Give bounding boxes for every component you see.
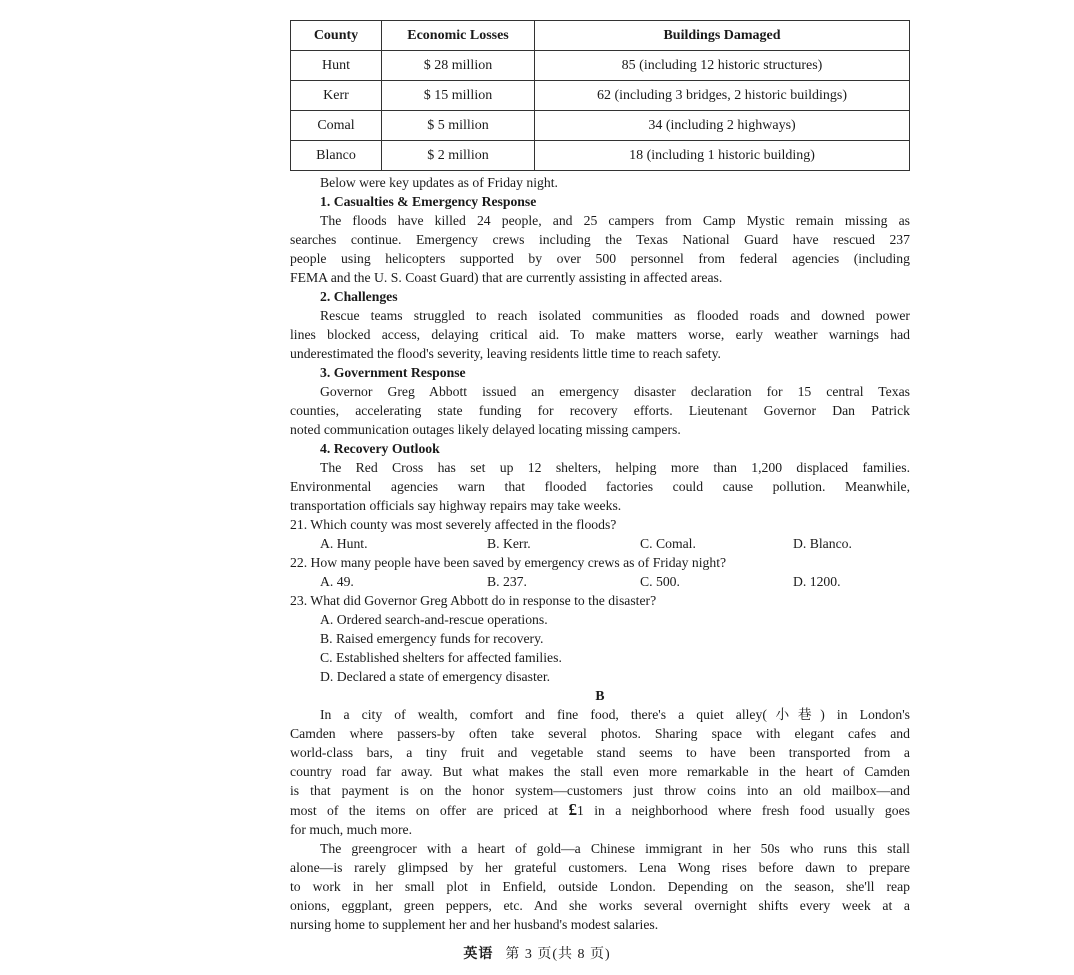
question-22: 22. How many people have been saved by emergency crews as of Friday night?: [290, 555, 727, 570]
question-22-options: [290, 572, 910, 591]
paragraph-line: for much, much more.: [290, 822, 413, 837]
paragraph-line: FEMA and the U. S. Coast Guard) that are currently assisting in affected areas.: [290, 270, 723, 285]
cell-losses: $ 5 million: [382, 111, 535, 141]
section-heading: 2. Challenges: [320, 289, 398, 304]
option-d: D. Blanco.: [793, 536, 852, 551]
paragraph-line: to work in her small plot in Enfield, outside London. Depending on the season, she'll reap: [290, 879, 910, 894]
paragraph-line: The greengrocer with a heart of gold—a Chinese immigrant in her 50s who runs this stall: [320, 841, 910, 856]
section-b-label: B: [595, 688, 605, 703]
option-a: A. Ordered search-and-rescue operations.: [320, 612, 548, 627]
question-21-options: [290, 534, 910, 553]
option-d: D. Declared a state of emergency disaster.: [320, 669, 551, 684]
cell-county: Hunt: [291, 51, 382, 81]
section-heading: 1. Casualties & Emergency Response: [320, 194, 537, 209]
paragraph-line: In a city of wealth, comfort and fine food, there's a quiet alley(小巷) in London's: [320, 707, 910, 722]
paragraph-line: noted communication outages likely delayed locating missing campers.: [290, 422, 681, 437]
cell-losses: $ 2 million: [382, 141, 535, 171]
paragraph-line: [290, 800, 910, 820]
question-21: 21. Which county was most severely affected in the floods?: [290, 517, 617, 532]
cell-buildings: 62 (including 3 bridges, 2 historic buildings): [535, 81, 910, 111]
header-economic-losses: Economic Losses: [382, 21, 535, 51]
text-run: most of the items on offer are priced at: [290, 803, 569, 818]
option-c: C. Established shelters for affected families.: [320, 650, 562, 665]
paragraph-line: Rescue teams struggled to reach isolated communities as flooded roads and downed power: [320, 308, 910, 323]
option-b: B. Raised emergency funds for recovery.: [320, 631, 544, 646]
paragraph-line: country road far away. But what makes the stall even more remarkable in the heart of Camden: [290, 764, 910, 779]
header-county: County: [291, 21, 382, 51]
table-row: [291, 111, 910, 141]
pound-sign: £: [568, 800, 577, 819]
option-a: A. 49.: [320, 574, 354, 589]
option-d: D. 1200.: [793, 574, 841, 589]
table-row: [291, 141, 910, 171]
paragraph-line: searches continue. Emergency crews including the Texas National Guard have rescued 237: [290, 232, 910, 247]
paragraph-line: people using helicopters supported by over 500 personnel from federal agencies (including: [290, 251, 910, 266]
intro-text: Below were key updates as of Friday night.: [320, 175, 558, 190]
paragraph-line: Camden where passers-by often take several photos. Sharing space with elegant cafes and: [290, 726, 910, 741]
cell-county: Kerr: [291, 81, 382, 111]
option-b: B. 237.: [487, 574, 527, 589]
footer-page-number: 第 3 页(共 8 页): [505, 947, 611, 962]
cell-losses: $ 28 million: [382, 51, 535, 81]
section-heading: 3. Government Response: [320, 365, 466, 380]
option-a: A. Hunt.: [320, 536, 368, 551]
flood-losses-table: [290, 20, 910, 171]
paragraph-line: The Red Cross has set up 12 shelters, helping more than 1,200 displaced families.: [320, 460, 910, 475]
header-buildings-damaged: Buildings Damaged: [535, 21, 910, 51]
paragraph-line: The floods have killed 24 people, and 25 campers from Camp Mystic remain missing as: [320, 213, 910, 228]
table-header-row: [291, 21, 910, 51]
paragraph-line: nursing home to supplement her and her husband's modest salaries.: [290, 917, 659, 932]
paragraph-line: lines blocked access, delaying critical aid. To make matters worse, early weather warnings had: [290, 327, 910, 342]
section-heading: 4. Recovery Outlook: [320, 441, 440, 456]
option-c: C. Comal.: [640, 536, 696, 551]
table-row: [291, 51, 910, 81]
paragraph-line: underestimated the flood's severity, leaving residents little time to reach safety.: [290, 346, 721, 361]
question-23: 23. What did Governor Greg Abbott do in response to the disaster?: [290, 593, 657, 608]
cell-buildings: 18 (including 1 historic building): [535, 141, 910, 171]
option-c: C. 500.: [640, 574, 680, 589]
paragraph-line: alone—is rarely glimpsed by her grateful customers. Lena Wong rises before dawn to prepare: [290, 860, 910, 875]
cell-losses: $ 15 million: [382, 81, 535, 111]
cell-county: Comal: [291, 111, 382, 141]
paragraph-line: Environmental agencies warn that flooded factories could cause pollution. Meanwhile,: [290, 479, 910, 494]
paragraph-line: Governor Greg Abbott issued an emergency disaster declaration for 15 central Texas: [320, 384, 910, 399]
paragraph-line: is that payment is on the honor system—customers just throw coins into an old mailbox—and: [290, 783, 910, 798]
page-footer: [0, 943, 1074, 963]
cell-buildings: 85 (including 12 historic structures): [535, 51, 910, 81]
footer-subject: 英语: [463, 947, 494, 962]
page-content: [290, 20, 910, 934]
option-b: B. Kerr.: [487, 536, 531, 551]
text-run: 1 in a neighborhood where fresh food usually goes: [576, 803, 910, 818]
cell-buildings: 34 (including 2 highways): [535, 111, 910, 141]
table-row: [291, 81, 910, 111]
paragraph-line: world-class bars, a tiny fruit and vegetable stand seems to have been transported from a: [290, 745, 910, 760]
cell-county: Blanco: [291, 141, 382, 171]
paragraph-line: onions, eggplant, green peppers, etc. And she works several overnight shifts every week at a: [290, 898, 910, 913]
paragraph-line: counties, accelerating state funding for recovery efforts. Lieutenant Governor Dan Patrick: [290, 403, 910, 418]
paragraph-line: transportation officials say highway repairs may take weeks.: [290, 498, 622, 513]
